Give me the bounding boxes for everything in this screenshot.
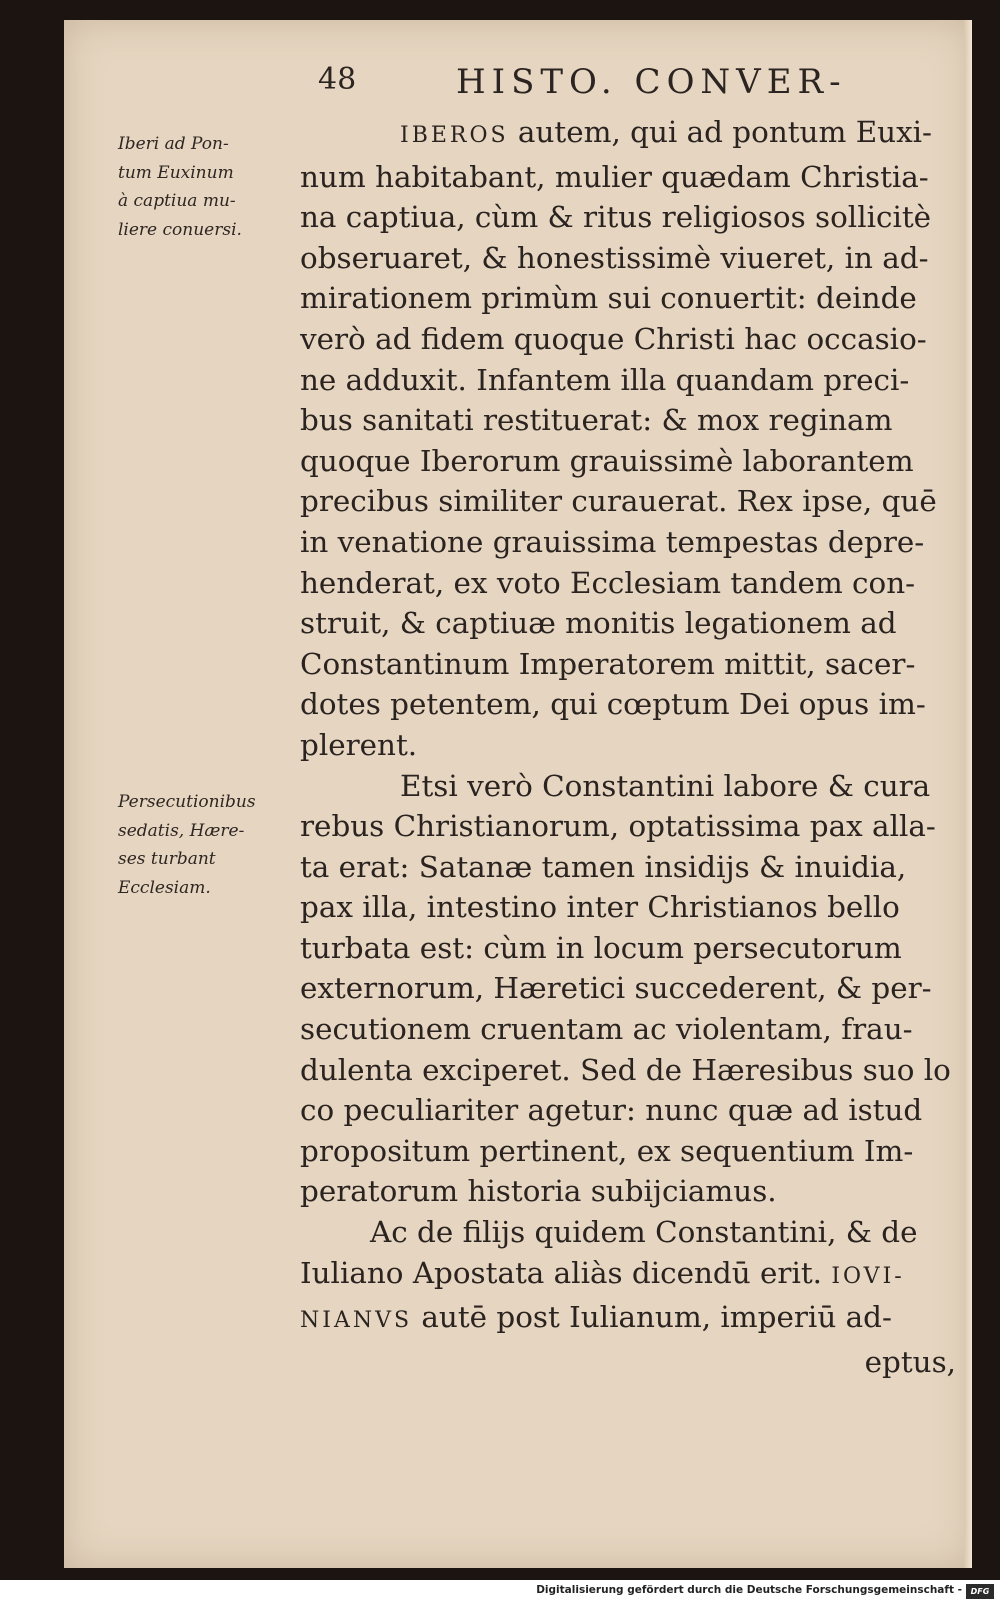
text-line: mirationem primùm sui conuertit: deinde [300,281,917,316]
marginal-line: Iberi ad Pon- [118,134,229,154]
text-line: Etsi verò Constantini labore & cura [400,768,931,803]
text-line: dulenta exciperet. Sed de Hæresibus suo lo [300,1052,951,1087]
page-number: 48 [318,62,357,97]
catchword: eptus, [864,1344,956,1379]
marginal-line: liere conuersi. [118,219,242,240]
page-edge [964,20,972,1568]
marginal-line: à captiua mu- [118,191,236,211]
text-line: rebus Christianorum, optatissima pax alla- [300,809,936,844]
footer-credit: Digitalisierung gefördert durch die Deutsche Forschungsgemeinschaft - [536,1584,962,1596]
text-line: dotes petentem, qui cœptum Dei opus im- [300,687,926,722]
text-line: plerent. [300,727,418,762]
text-line: secutionem cruentam ac violentam, frau- [300,1012,913,1047]
page-header [64,62,972,102]
marginal-line: Persecutionibus [118,792,256,812]
text-line: Ac de filijs quidem Constantini, & de [370,1215,918,1250]
text-line: henderat, ex voto Ecclesiam tandem con- [300,565,916,600]
text-line: struit, & captiuæ monitis legationem ad [300,606,897,641]
text-line [300,1297,956,1342]
book-page [64,20,972,1568]
text-line: obseruaret, & honestissimè viueret, in ad- [300,240,929,275]
text-line: na captiua, cùm & ritus religiosos sollicitè [300,200,932,235]
marginal-line: sedatis, Hære- [118,820,245,841]
text-fragment: Iuliano Apostata aliàs dicendū erit. [300,1255,832,1290]
marginal-note-iberi [118,130,298,244]
text-line: num habitabant, mulier quædam Christia- [300,159,929,194]
body-text [300,112,956,1382]
text-line [300,112,956,157]
text-line: turbata est: cùm in locum persecutorum [300,930,902,965]
text-line [300,1253,956,1298]
marginal-line: ses turbant [118,849,216,869]
text-line: Constantinum Imperatorem mittit, sacer- [300,646,916,681]
text-fragment: autē post Iulianum, imperiū ad- [412,1300,892,1335]
text-line: ne adduxit. Infantem illa quandam preci- [300,362,910,397]
text-line: quoque Iberorum grauissimè laborantem [300,443,914,478]
small-caps-word: IBEROS [400,123,509,148]
text-line: externorum, Hæretici succederent, & per- [300,971,932,1006]
marginal-note-persecutionibus [118,788,298,902]
text-line: pax illa, intestino inter Christianos bello [300,890,900,925]
text-line: verò ad fidem quoque Christi hac occasio- [300,321,927,356]
running-head: HISTO. CONVER- [456,62,847,102]
text-line: precibus similiter curauerat. Rex ipse, quē [300,484,937,519]
text-line: co peculiariter agetur: nunc quæ ad istud [300,1093,923,1128]
footer-bar [0,1580,1000,1605]
text-line: propositum pertinent, ex sequentium Im- [300,1133,914,1168]
text-line: peratorum historia subijciamus. [300,1174,777,1209]
text-fragment: autem, qui ad pontum Euxi- [508,115,932,149]
text-line: in venatione grauissima tempestas depre- [300,524,925,559]
text-line: bus sanitati restituerat: & mox reginam [300,403,893,438]
dfg-logo: DFG [966,1584,994,1599]
marginal-line: tum Euxinum [118,162,234,183]
small-caps-word: NIANVS [300,1308,413,1334]
text-line: ta erat: Satanæ tamen insidijs & inuidia, [300,849,907,884]
small-caps-word: IOVI- [831,1263,905,1289]
marginal-line: Ecclesiam. [118,877,211,898]
